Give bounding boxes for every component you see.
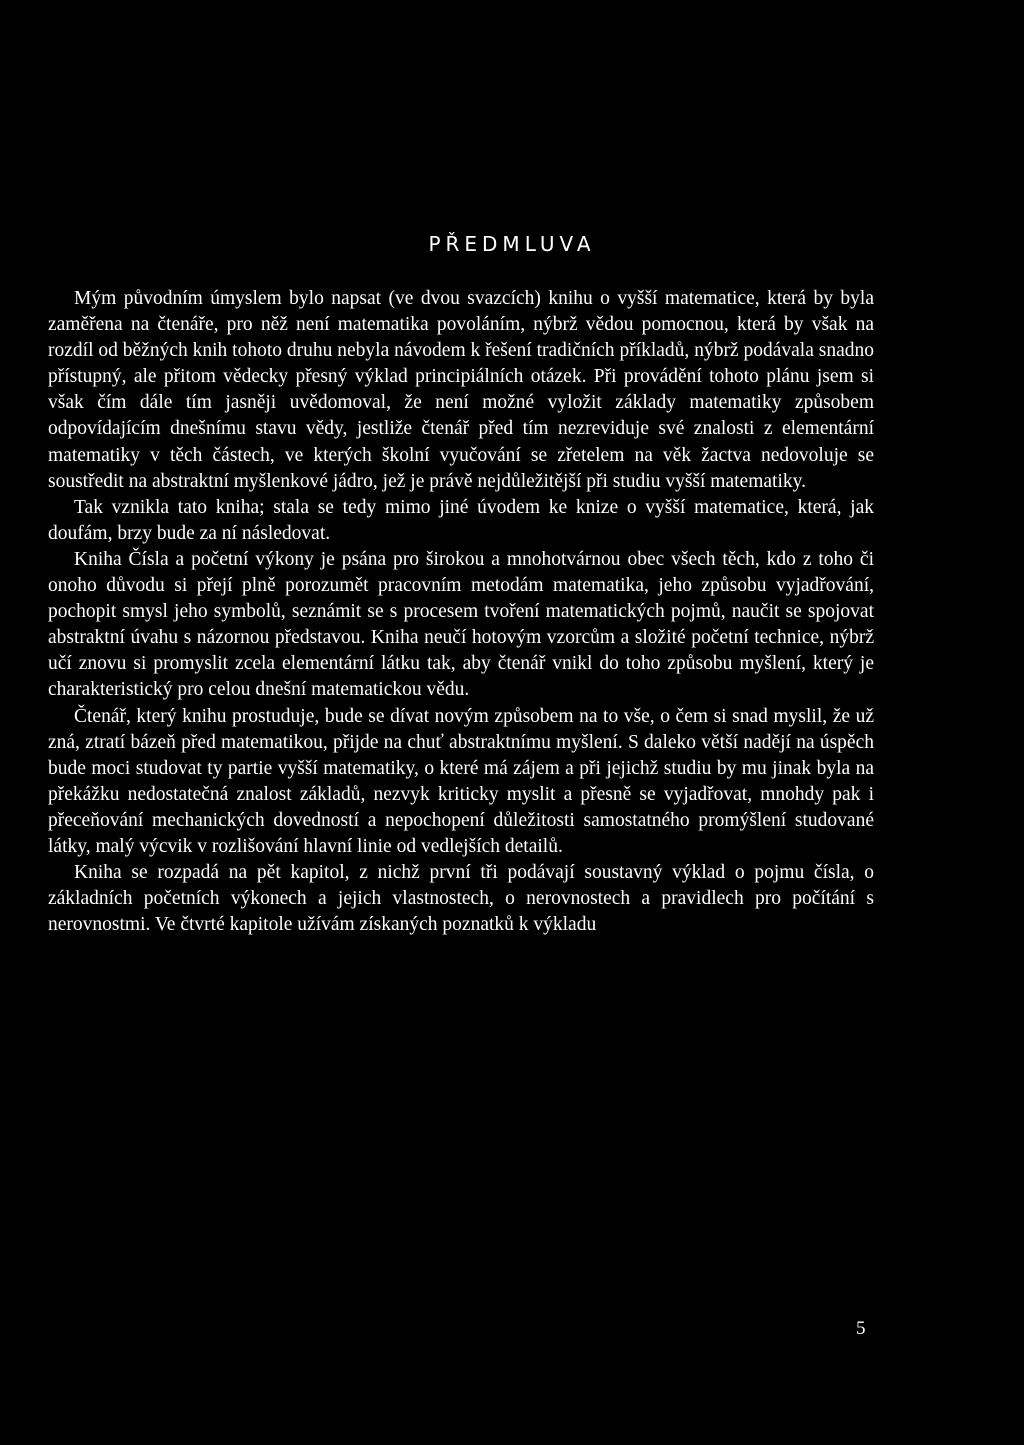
preface-body bbox=[48, 286, 874, 938]
paragraph: Mým původním úmyslem bylo napsat (ve dvou svazcích) knihu o vyšší matematice, která by byla zaměřena na čtenáře, pro něž není matematika povoláním, nýbrž vědou pomocnou, která by však na rozdíl od běžných knih tohoto druhu nebyla návodem k řešení tradičních příkladů, nýbrž podávala snadno přístupný, ale přitom vědecky přesný výklad principiálních otázek. Při provádění tohoto plánu jsem si však čím dále tím jasněji uvědomoval, že není možné vyložit základy matematiky způsobem odpovídajícím dnešnímu stavu vědy, jestliže čtenář před tím nezreviduje své znalosti z elementární matematiky v těch částech, ve kterých školní vyučování se zřetelem na věk žactva nedovoluje se soustředit na abstraktní myšlenkové jádro, jež je právě nejdůležitější při studiu vyšší matematiky. bbox=[48, 288, 874, 492]
paragraph: Tak vznikla tato kniha; stala se tedy mimo jiné úvodem ke knize o vyšší matematice, která, jak doufám, brzy bude za ní následovat. bbox=[48, 496, 874, 544]
paragraph: Kniha se rozpadá na pět kapitol, z nichž první tři podávají soustavný výklad o pojmu čísla, o základních početních výkonech a jejich vlastnostech, o nerovnostech a pravidlech pro počítání s nerovnostmi. Ve čtvrté kapitole užívám získaných poznatků k výkladu bbox=[48, 862, 874, 936]
page-heading: PŘEDMLUVA bbox=[428, 232, 596, 256]
page-number: 5 bbox=[856, 1318, 866, 1339]
paragraph: Čtenář, který knihu prostuduje, bude se dívat novým způsobem na to vše, o čem si snad myslil, že už zná, ztratí bázeň před matematikou, přijde na chuť abstraktnímu myšlení. S daleko větší nadějí na úspěch bude moci studovat ty partie vyšší matematiky, o které má zájem a při jejichž studiu by mu jinak byla na překážku nedostatečná znalost základů, nezvyk kriticky myslit a přesně se vyjadřovat, mnohdy pak i přeceňování mechanických dovedností a nepochopení důležitosti samostatného promýšlení studované látky, malý výcvik v rozlišování hlavní linie od vedlejších detailů. bbox=[48, 705, 874, 857]
paragraph: Kniha Čísla a početní výkony je psána pro širokou a mnohotvárnou obec všech těch, kdo z toho či onoho důvodu si přejí plně porozumět pracovním metodám matematika, jeho způsobu vyjadřování, pochopit smysl jeho symbolů, seznámit se s procesem tvoření matematických pojmů, naučit se spojovat abstraktní úvahu s názornou představou. Kniha neučí hotovým vzorcům a složité početní technice, nýbrž učí znovu si promyslit zcela elementární látku tak, aby čtenář vnikl do toho způsobu myšlení, který je charakteristický pro celou dnešní matematickou vědu. bbox=[48, 548, 874, 701]
